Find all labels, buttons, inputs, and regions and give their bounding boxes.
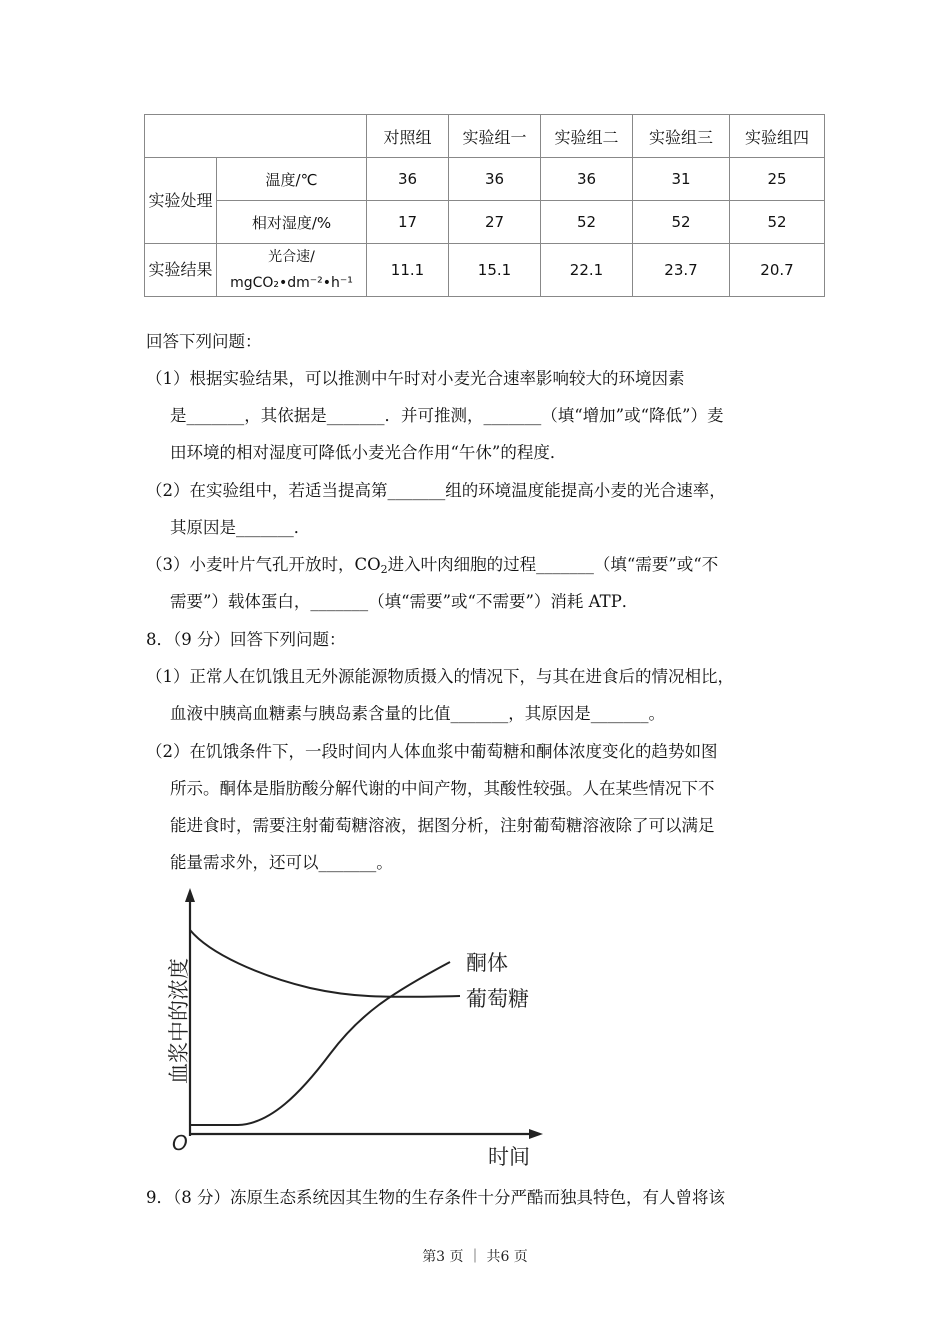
table-cell: 36 <box>449 158 541 201</box>
table-corner-cell <box>145 115 367 158</box>
table-cell: 52 <box>541 201 633 244</box>
experiment-table <box>144 114 825 297</box>
question-7-3-line-1 <box>146 553 718 582</box>
question-9-title: 9．（8 分）冻原生态系统因其生物的生存条件十分严酷而独具特色，有人曾将该 <box>146 1188 725 1207</box>
question-7-1-line-2: 是_______，其依据是_______．并可推测，_______（填“增加”或“降低”）麦 <box>170 406 724 425</box>
x-axis-label: 时间 <box>488 1145 530 1169</box>
question-8-1-line-1: （1）正常人在饥饿且无外源能源物质摄入的情况下，与其在进食后的情况相比， <box>146 667 734 686</box>
table-header: 实验组四 <box>730 115 825 158</box>
question-7-2-line-1: （2）在实验组中，若适当提高第_______组的环境温度能提高小麦的光合速率， <box>146 481 726 500</box>
rate-label-top: 光合速/ <box>268 249 315 265</box>
question-7-3-text-a: （3）小麦叶片气孔开放时，CO <box>146 555 381 574</box>
table-cell: 27 <box>449 201 541 244</box>
origin-label: O <box>172 1131 188 1155</box>
glucose-curve <box>190 930 460 997</box>
table-row-humidity <box>145 201 825 244</box>
table-cell: 52 <box>633 201 730 244</box>
question-7-2-line-2: 其原因是_______． <box>170 518 311 537</box>
question-8-1-line-2: 血液中胰高血糖素与胰岛素含量的比值_______，其原因是_______。 <box>170 704 665 723</box>
table-cell: 25 <box>730 158 825 201</box>
table-cell: 36 <box>367 158 449 201</box>
table-row-temperature <box>145 158 825 201</box>
table-header: 对照组 <box>367 115 449 158</box>
table-cell: 22.1 <box>541 244 633 297</box>
question-7-1-line-3: 田环境的相对湿度可降低小麦光合作用“午休”的程度． <box>170 443 567 462</box>
question-7-3-line-2: 需要”）载体蛋白，_______（填“需要”或“不需要”）消耗 ATP． <box>170 592 639 611</box>
concentration-figure <box>150 884 550 1174</box>
glucose-label: 葡萄糖 <box>466 987 529 1011</box>
table-row-rate <box>145 244 825 297</box>
ketone-curve <box>190 962 450 1125</box>
table-cell: 52 <box>730 201 825 244</box>
table-cell: 11.1 <box>367 244 449 297</box>
question-7-1-line-1: （1）根据实验结果，可以推测中午时对小麦光合速率影响较大的环境因素 <box>146 369 685 388</box>
question-8-2-line-3: 能进食时，需要注射葡萄糖溶液，据图分析，注射葡萄糖溶液除了可以满足 <box>170 816 715 835</box>
rate-label-bottom: mgCO₂•dm⁻²•h⁻¹ <box>230 275 353 291</box>
table-header: 实验组一 <box>449 115 541 158</box>
result-label: 实验结果 <box>145 244 217 297</box>
table-cell: 20.7 <box>730 244 825 297</box>
experiment-table-wrapper <box>144 114 825 297</box>
table-cell: 17 <box>367 201 449 244</box>
table-header: 实验组二 <box>541 115 633 158</box>
treatment-label: 实验处理 <box>145 158 217 244</box>
table-cell: 23.7 <box>633 244 730 297</box>
page-footer: 第3 页 ｜ 共6 页 <box>422 1249 528 1265</box>
question-8-2-line-2: 所示。酮体是脂肪酸分解代谢的中间产物，其酸性较强。人在某些情况下不 <box>170 779 715 798</box>
table-cell: 15.1 <box>449 244 541 297</box>
answer-prompt: 回答下列问题： <box>146 332 262 351</box>
y-axis-arrow <box>185 888 195 902</box>
rate-label <box>217 244 367 297</box>
question-8-2-line-1: （2）在饥饿条件下，一段时间内人体血浆中葡萄糖和酮体浓度变化的趋势如图 <box>146 742 718 761</box>
temperature-label: 温度/℃ <box>217 158 367 201</box>
question-7-3-text-b: 进入叶肉细胞的过程_______（填“需要”或“不 <box>387 555 719 574</box>
ketone-label: 酮体 <box>466 951 508 975</box>
table-cell: 36 <box>541 158 633 201</box>
y-axis-label: 血浆中的浓度 <box>167 958 191 1084</box>
table-cell: 31 <box>633 158 730 201</box>
x-axis-arrow <box>529 1129 543 1139</box>
table-header-row <box>145 115 825 158</box>
humidity-label: 相对湿度/% <box>217 201 367 244</box>
question-8-title: 8．（9 分）回答下列问题： <box>146 630 346 649</box>
question-8-2-line-4: 能量需求外，还可以_______。 <box>170 853 393 872</box>
co2-subscript: 2 <box>380 563 388 576</box>
table-header: 实验组三 <box>633 115 730 158</box>
